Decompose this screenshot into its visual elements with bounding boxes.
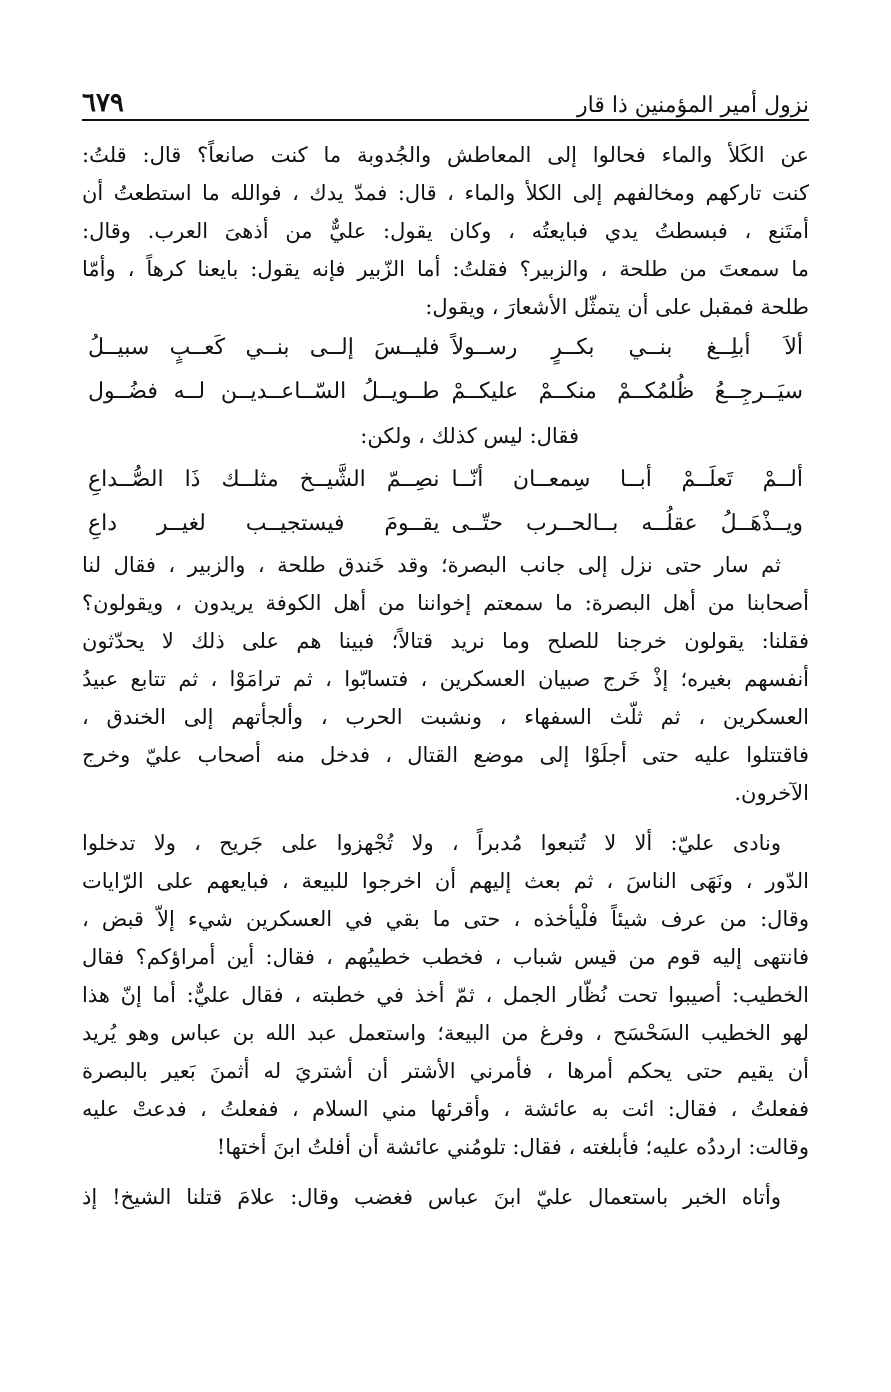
verse bbox=[82, 370, 809, 414]
text-line: عن الكَلأ والماء فحالوا إلى المعاطش والجُدوبة ما كنت صانعاً؟ قال: قلتُ: bbox=[82, 143, 809, 167]
text-line: ما سمعتَ من طلحة ، والزبير؟ فقلتُ: أما الزّبير فإنه يقول: بايعنا كرهاً ، وأمّا bbox=[82, 257, 809, 281]
hemistich-second: طــويــلُ السّــاعــديــن لــه فضُــول bbox=[88, 379, 440, 404]
text-line: الخطيب: أصيبوا تحت نُظّار الجمل ، ثمّ أخذ في خطبته ، فقال عليٌّ: أما إنّ هذا bbox=[82, 983, 809, 1007]
page-number: ٦٧٩ bbox=[82, 88, 124, 118]
text-line: العسكرين ، ثم ثلّث السفهاء ، ونشبت الحرب ، وألجأتهم إلى الخندق ، bbox=[82, 705, 809, 729]
hemistich-second: يقــومَ فيستجيــب لغيــر داعِ bbox=[88, 511, 440, 536]
verse bbox=[82, 502, 809, 546]
text-line: ثم سار حتى نزل إلى جانب البصرة؛ وقد خَندق طلحة ، والزبير ، فقال لنا bbox=[82, 553, 781, 577]
text-line: الدّور ، ونَهَى الناسَ ، ثم بعث إليهم أن اخرجوا للبيعة ، فبايعهم على الرّايات bbox=[82, 869, 809, 893]
reply-line: فقال: ليس كذلك ، ولكن: bbox=[360, 424, 579, 448]
text-line: فقلنا: يقولون خرجنا للصلح وما نريد قتالاً؛ فبينا هم على ذلك لا يحدّثون bbox=[82, 629, 809, 653]
hemistich-first: ويــذْهَــلُ عقلُــه بــالحــرب حتّــى bbox=[451, 511, 803, 536]
text-line: أمتَنع ، فبسطتُ يدي فبايعتُه ، وكان يقول: عليٌّ من أذهىَ العرب. وقال: bbox=[82, 219, 809, 243]
page-header bbox=[82, 78, 809, 118]
hemistich-first: ألــمْ تَعلَــمْ أبــا سِمعــان أنّــا bbox=[451, 467, 803, 492]
poem-block bbox=[82, 326, 809, 414]
hemistich-second: نصِــمّ الشَّيــخ مثلــك ذَا الصُّــداعِ bbox=[88, 467, 440, 492]
header-rule bbox=[82, 119, 809, 121]
hemistich-first: ألاَ أبلِــغ بنــي بكــرٍ رســولاً bbox=[451, 335, 803, 360]
text-line: أن يقيم حتى يحكم أمرها ، فأمرني الأشتر أن أشتريَ له أثمنَ بَعير بالبصرة bbox=[82, 1059, 809, 1083]
text-line: أصحابنا من أهل البصرة: ما سمعتم إخواننا من أهل الكوفة يريدون ، ويقولون؟ bbox=[82, 591, 809, 615]
hemistich-second: فليــسَ إلــى بنــي كَعــبٍ سبيــلُ bbox=[88, 335, 440, 360]
verse bbox=[82, 458, 809, 502]
body-text bbox=[82, 136, 809, 1216]
text-line: ففعلتُ ، فقال: ائت به عائشة ، وأقرئها مني السلام ، ففعلتُ ، فدعتْ عليه bbox=[82, 1097, 809, 1121]
hemistich-first: سيَــرجِــعُ ظُلمُكــمْ منكــمْ عليكــمْ bbox=[451, 379, 803, 404]
text-line: فانتهى إليه قوم من قيس شباب ، فخطب خطيبُهم ، فقال: أين أمراؤكم؟ فقال bbox=[82, 945, 809, 969]
text-line: الآخرون. bbox=[734, 781, 809, 805]
text-line: ونادى عليّ: ألا لا تُتبعوا مُدبراً ، ولا تُجْهزوا على جَريح ، ولا تدخلوا bbox=[82, 831, 781, 855]
text-line: أنفسهم بغيره؛ إذْ خَرج صبيان العسكرين ، فتسابّوا ، ثم ترامَوْا ، ثم تتابع عبيدُ bbox=[82, 667, 809, 691]
poem-block bbox=[82, 458, 809, 546]
text-line: طلحة فمقبل على أن يتمثّل الأشعارَ ، ويقول: bbox=[425, 295, 809, 319]
text-line: فاقتتلوا عليه حتى أجلَوْا إلى موضع القتال ، فدخل منه أصحاب عليّ وخرج bbox=[82, 743, 809, 767]
running-title: نزول أمير المؤمنين ذا قار bbox=[577, 93, 809, 118]
text-line: لهو الخطيب السَحْسَح ، وفرغ من البيعة؛ واستعمل عبد الله بن عباس وهو يُريد bbox=[82, 1021, 809, 1045]
text-line: وقال: من عرف شيئاً فلْيأخذه ، حتى ما بقي في العسكرين شيء إلاّ قبض ، bbox=[82, 907, 809, 931]
text-line: وقالت: ارددُه عليه؛ فأبلغته ، فقال: تلومُني عائشة أن أفلتُ ابنَ أختها! bbox=[216, 1135, 809, 1159]
text-line: كنت تاركهم ومخالفهم إلى الكلأ والماء ، قال: فمدّ يدك ، فوالله ما استطعتُ أن bbox=[82, 181, 809, 205]
text-line: وأتاه الخبر باستعمال عليّ ابنَ عباس فغضب وقال: علامَ قتلنا الشيخ! إذ bbox=[82, 1185, 781, 1209]
verse bbox=[82, 326, 809, 370]
